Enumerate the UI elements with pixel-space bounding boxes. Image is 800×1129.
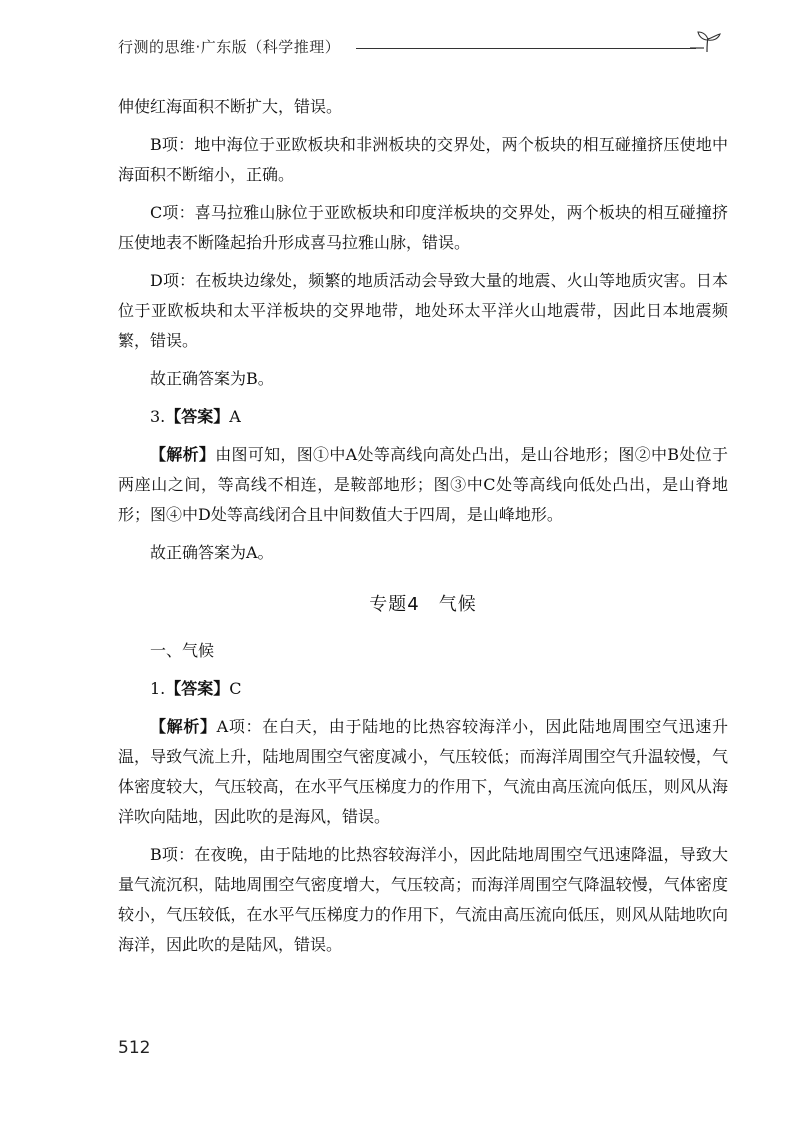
sprout-icon [690,30,724,56]
running-header [118,34,718,64]
header-rule [356,48,696,49]
question-3-analysis [118,440,728,530]
question-3-answer [118,402,728,432]
conclusion-a: 故正确答案为A。 [150,543,274,562]
analysis-tag: 【解析】 [150,717,217,736]
page-content [118,92,728,968]
page-number: 512 [118,1038,151,1058]
answer-value: C [229,679,242,698]
question-number: 3. [150,407,166,426]
question-number: 1. [150,679,166,698]
paragraph-option-d: D项：在板块边缘处，频繁的地质活动会导致大量的地震、火山等地质灾害。日本位于亚欧板块和太平洋板块的交界地带，地处环太平洋火山地震带，因此日本地震频繁，错误。 [118,271,728,350]
answer-value: A [229,407,241,426]
paragraph-option-b: B项：地中海位于亚欧板块和非洲板块的交界处，两个板块的相互碰撞挤压使地中海面积不断缩小，正确。 [118,135,728,184]
conclusion-b: 故正确答案为B。 [150,369,274,388]
paragraph-continued: 伸使红海面积不断扩大，错误。 [118,97,343,116]
section-title: 专题4 气候 [369,594,477,615]
analysis-text: A项：在白天，由于陆地的比热容较海洋小，因此陆地周围空气迅速升温，导致气流上升，陆地周围空气密度减小，气压较低；而海洋周围空气升温较慢，气体密度较大，气压较高，在水平气压梯度力的作用下，气流由高压流向低压，则风从海洋吹向陆地，因此吹的是海风，错误。 [118,717,728,826]
subsection-title: 一、气候 [150,641,215,660]
question-1-analysis [118,712,728,832]
header-title: 行测的思维·广东版（科学推理） [118,38,341,56]
analysis-tag: 【解析】 [150,445,216,464]
answer-tag: 【答案】 [165,407,230,426]
paragraph-option-b-night: B项：在夜晚，由于陆地的比热容较海洋小，因此陆地周围空气迅速降温，导致大量气流沉积，陆地周围空气密度增大，气压较高；而海洋周围空气降温较慢，气体密度较小，气压较低，在水平气压梯度力的作用下，气流由高压流向低压，则风从陆地吹向海洋，因此吹的是陆风，错误。 [118,845,728,954]
analysis-text: 由图可知，图①中A处等高线向高处凸出，是山谷地形；图②中B处位于两座山之间，等高线不相连，是鞍部地形；图③中C处等高线向低处凸出，是山脊地形；图④中D处等高线闭合且中间数值大于四周，是山峰地形。 [118,445,728,524]
answer-tag: 【答案】 [165,679,230,698]
question-1-answer [118,674,728,704]
paragraph-option-c: C项：喜马拉雅山脉位于亚欧板块和印度洋板块的交界处，两个板块的相互碰撞挤压使地表不断隆起抬升形成喜马拉雅山脉，错误。 [118,203,728,252]
